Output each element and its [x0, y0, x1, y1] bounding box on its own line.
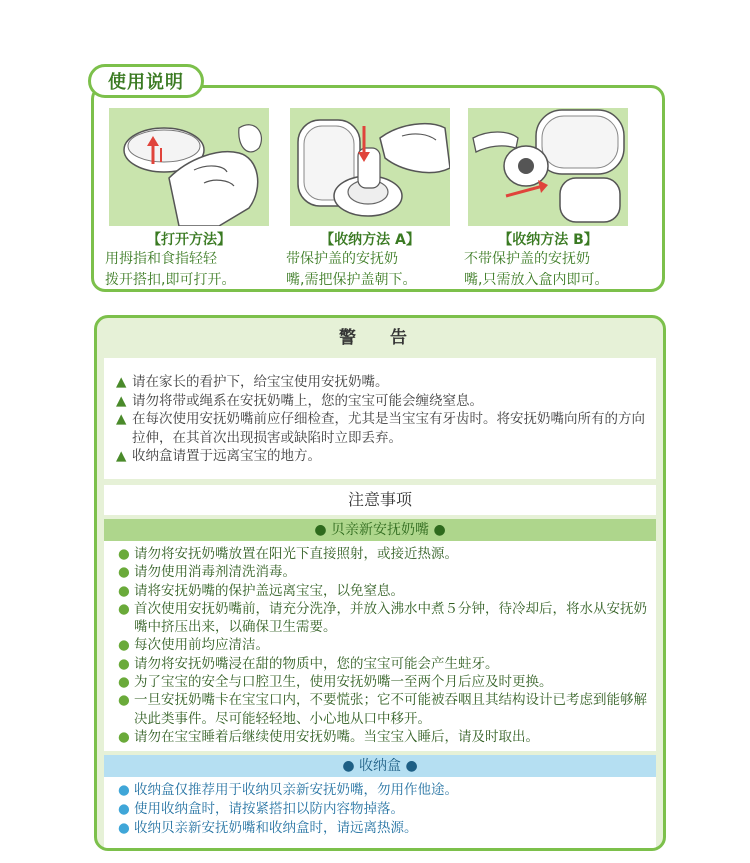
storage-a-illustration	[290, 108, 450, 226]
triangle-icon: ▲	[116, 392, 127, 409]
step-line: 带保护盖的安抚奶	[286, 251, 398, 267]
triangle-icon: ▲	[116, 411, 127, 427]
warning-item: ▲ 在每次使用安抚奶嘴前应仔细检查，尤其是当宝宝有牙齿时。将安抚奶嘴向所有的方向拉伸，在其首次出现损害或缺陷时立即丢弃。	[116, 411, 645, 446]
pacifier-note-item: ● 请勿将安抚奶嘴放置在阳光下直接照射，或接近热源。	[118, 546, 458, 562]
warning-item: ▲ 收纳盒请置于远离宝宝的地方。	[116, 448, 321, 464]
bullet-icon: ●	[118, 600, 130, 617]
step-line: 嘴,只需放入盒内即可。	[464, 272, 609, 288]
storage-heading: ● 收纳盒 ●	[104, 755, 656, 777]
pacifier-note-item: ● 请勿在宝宝睡着后继续使用安抚奶嘴。当宝宝入睡后，请及时取出。	[118, 728, 539, 745]
bullet-icon: ●	[118, 782, 130, 798]
storage-note-item: ● 收纳贝亲新安抚奶嘴和收纳盒时，请远离热源。	[118, 820, 418, 836]
pacifier-notes	[104, 541, 656, 751]
pacifier-note-item: ● 请将安抚奶嘴的保护盖远离宝宝，以免窒息。	[118, 582, 404, 599]
bullet-icon: ●	[118, 674, 130, 691]
bullet-icon: ●	[118, 801, 130, 817]
pacifier-note-item: ● 首次使用安抚奶嘴前，请充分洗净，并放入沸水中煮５分钟，待冷却后，将水从安抚奶嘴中挤压出来，以确保卫生需要。	[118, 600, 647, 636]
pacifier-heading: ● 贝亲新安抚奶嘴 ●	[104, 519, 656, 541]
notice-title: 注意事项	[104, 485, 656, 515]
step-description	[105, 249, 283, 291]
step-caption: 【收纳方法 A】	[320, 232, 420, 248]
step-line: 不带保护盖的安抚奶	[464, 251, 590, 267]
bullet-icon: ●	[118, 582, 130, 599]
warning-item: ▲ 请在家长的看护下，给宝宝使用安抚奶嘴。	[116, 374, 389, 390]
bullet-icon: ●	[118, 655, 130, 672]
pacifier-note-item: ● 一旦安抚奶嘴卡在宝宝口内，不要慌张；它不可能被吞咽且其结构设计已考虑到能够解决此类事件。尽可能轻轻地、小心地从口中移开。	[118, 692, 647, 727]
storage-note-item: ● 使用收纳盒时，请按紧搭扣以防内容物掉落。	[118, 801, 404, 817]
open-clasp-illustration	[109, 108, 269, 226]
step-description	[286, 249, 464, 291]
warning-content	[104, 358, 656, 479]
step-caption: 【打开方法】	[147, 232, 231, 248]
usage-section	[91, 85, 665, 292]
step-storage-b	[464, 108, 628, 291]
step-storage-a	[286, 108, 450, 291]
step-description	[464, 249, 642, 291]
bullet-icon: ●	[118, 546, 130, 562]
step-line: 用拇指和食指轻轻	[105, 251, 217, 267]
warning-title: 警 告	[339, 328, 421, 348]
storage-b-illustration	[468, 108, 628, 226]
triangle-icon: ▲	[116, 374, 127, 390]
triangle-icon: ▲	[116, 448, 127, 464]
bullet-icon: ●	[118, 637, 130, 654]
usage-title: 使用说明	[88, 64, 204, 98]
bullet-icon: ●	[118, 728, 130, 745]
step-caption: 【收纳方法 B】	[498, 232, 598, 248]
step-line: 拨开搭扣,即可打开。	[105, 272, 236, 288]
storage-notes	[104, 777, 656, 850]
warning-box	[94, 315, 666, 851]
step-open	[105, 108, 269, 291]
pacifier-note-item: ● 每次使用前均应清洁。	[118, 637, 269, 654]
pacifier-note-item: ● 为了宝宝的安全与口腔卫生，使用安抚奶嘴一至两个月后应及时更换。	[118, 674, 553, 691]
bullet-icon: ●	[118, 564, 130, 581]
warning-item: ▲ 请勿将带或绳系在安抚奶嘴上，您的宝宝可能会缠绕窒息。	[116, 392, 483, 409]
bullet-icon: ●	[118, 820, 130, 836]
storage-note-item: ● 收纳盒仅推荐用于收纳贝亲新安抚奶嘴，勿用作他途。	[118, 782, 458, 798]
pacifier-note-item: ● 请勿将安抚奶嘴浸在甜的物质中，您的宝宝可能会产生蛀牙。	[118, 655, 499, 672]
step-line: 嘴,需把保护盖朝下。	[286, 272, 417, 288]
pacifier-note-item: ● 请勿使用消毒剂清洗消毒。	[118, 564, 296, 581]
bullet-icon: ●	[118, 692, 130, 709]
